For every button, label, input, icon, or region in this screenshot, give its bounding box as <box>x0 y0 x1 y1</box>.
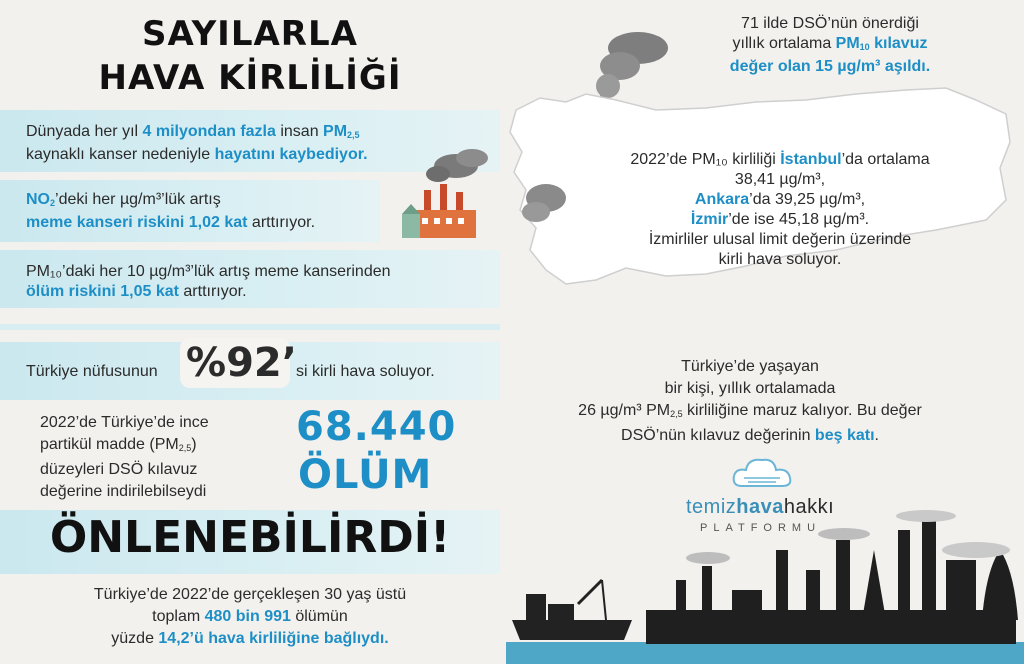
stat-1-h2: $PM_{2,5}$ <box>323 123 360 140</box>
death-count: 68.440 <box>296 404 457 450</box>
map-text: 2022’de PM₁₀ kirliliği İstanbul’da ortalama 38,41 µg/m³, Ankara’da 39,25 µg/m³, İzmir’de ise 45,18 µg/m³. İzmirliler ulusal limit değerin üzerinde kirli hava soluyor. <box>630 151 930 268</box>
mid-right-text: Türkiye’de yaşayan bir kişi, yıllık ortalamada 26 µg/m³ $PM_{2,5}$ kirliliğine maruz kalıyor. Bu değer DSÖ’nün kılavuz değerinin beş katı. <box>578 358 922 444</box>
left-column <box>0 0 500 664</box>
stat-1-t2: insan <box>275 123 324 140</box>
stat-3-t1: PM₁₀’daki her 10 µg/m³’lük artış meme kanserinden <box>26 263 391 280</box>
divider <box>0 324 500 330</box>
cloud-logo-icon <box>730 454 794 494</box>
stat-4-t1: Türkiye nüfusunun <box>26 363 158 380</box>
stat-4-t2: si kirli hava soluyor. <box>296 363 435 380</box>
stat-1-h3: hayatını kaybediyor. <box>214 146 368 163</box>
stat-2-t1: ’deki her µg/m³’lük artış <box>55 191 221 208</box>
stat-3-t2: arttırıyor. <box>178 283 247 300</box>
logo-wordmark: temizhavahakkı <box>686 496 835 518</box>
stat-1-h1: 4 milyondan fazla <box>142 123 276 140</box>
stat-2-text <box>26 190 386 233</box>
title-line-2: HAVA KİRLİLİĞİ <box>98 58 402 98</box>
stat-6-text: Türkiye’de 2022’de gerçekleşen 30 yaş üstü toplam 480 bin 991 ölümün yüzde 14,2’ü hava kirliliğine bağlıydı. <box>93 586 407 647</box>
industrial-skyline <box>506 510 1024 664</box>
death-label: ÖLÜM <box>298 452 433 498</box>
stat-5-text: 2022’de Türkiye’de ince partikül madde $(PM_{2,5})$ düzeyleri DSÖ kılavuz değerine indirilebilseydi <box>40 414 209 500</box>
stat-1-t1: Dünyada her yıl <box>26 123 143 140</box>
stat-2-t2: arttırıyor. <box>247 214 316 231</box>
title-line-1: SAYILARLA <box>142 14 358 54</box>
prevent-headline: ÖNLENEBİLİRDİ! <box>49 512 451 563</box>
stat-3-text <box>26 262 486 302</box>
factory-icon <box>398 148 494 240</box>
pm10-label: $PM_{10}$ kılavuz <box>835 35 928 52</box>
stat-1-t3: kaynaklı kanser nedeniyle <box>26 146 215 163</box>
logo-subtitle: PLATFORMU <box>700 522 822 534</box>
stat-2-h1: $NO_2$ <box>26 191 56 208</box>
percent-value: %92’ <box>186 340 297 386</box>
top-right-text: 71 ilde DSÖ’nün önerdiği yıllık ortalama $PM_{10}$ kılavuz değer olan 15 µg/m³ aşıldı. <box>729 15 931 75</box>
stat-3-h1: ölüm riskini 1,05 kat <box>26 283 179 300</box>
stat-2-h2: meme kanseri riskini 1,02 kat <box>26 214 248 231</box>
